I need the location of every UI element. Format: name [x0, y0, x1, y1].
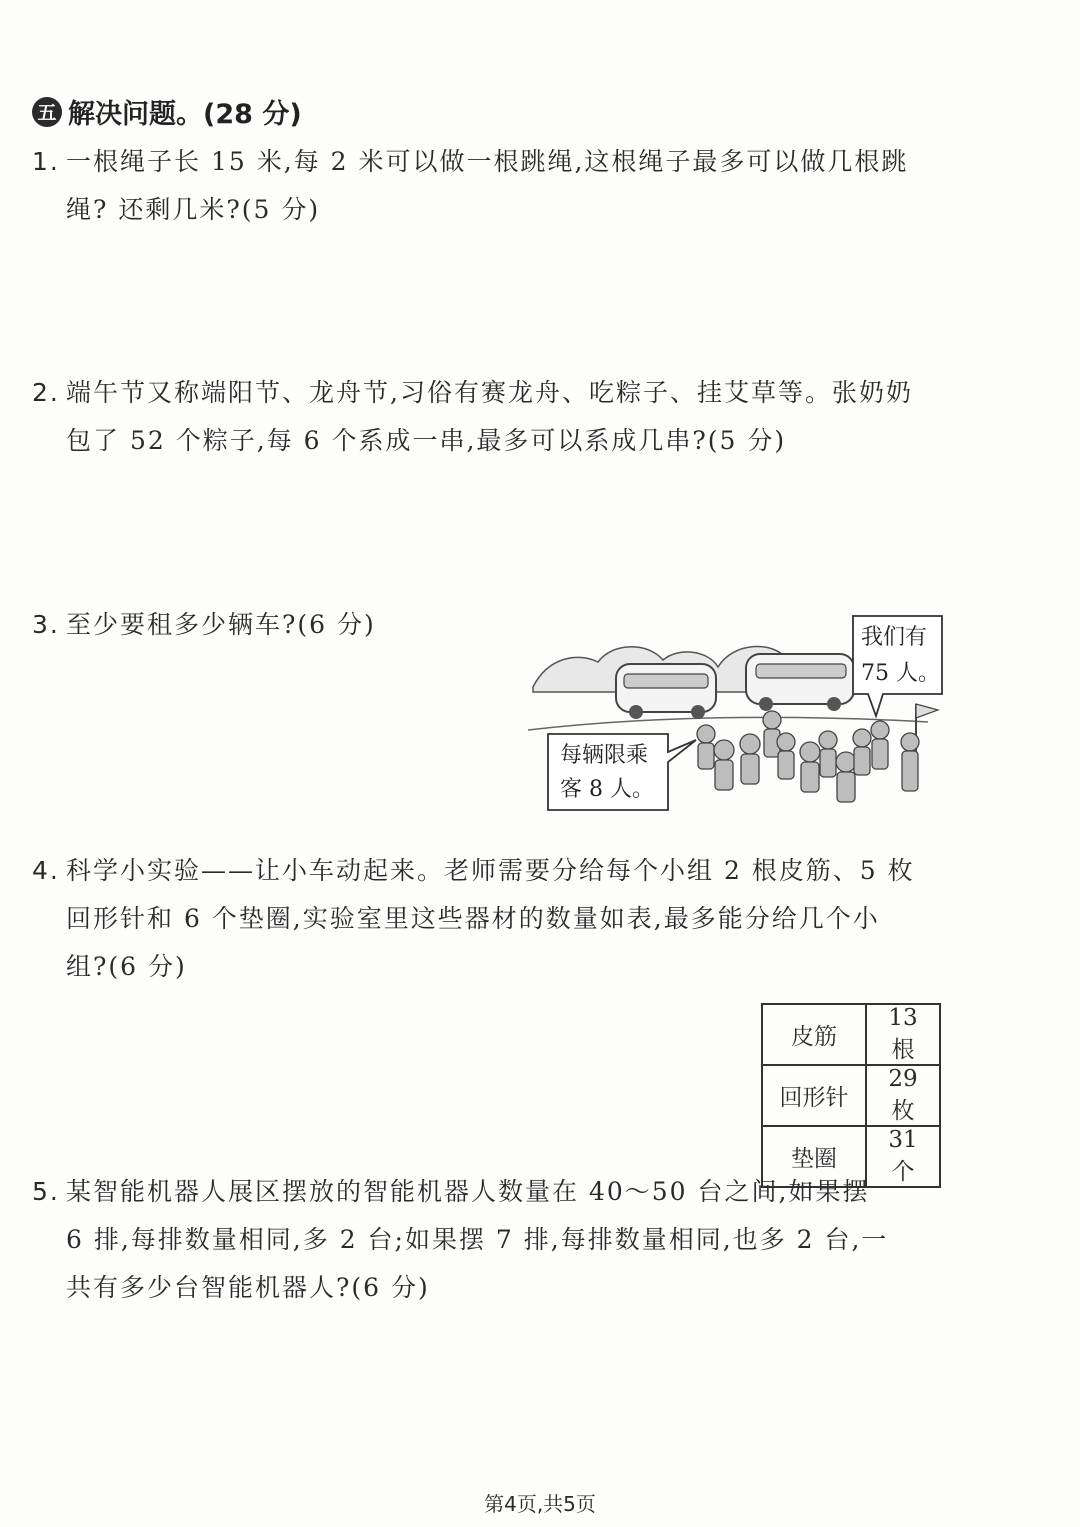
materials-table: [761, 1003, 941, 1188]
material-name: 垫圈: [762, 1126, 866, 1187]
section-number-badge: 五: [32, 97, 62, 127]
question-text-line: 6 排,每排数量相同,多 2 台;如果摆 7 排,每排数量相同,也多 2 台,一: [66, 1225, 889, 1254]
bus-left-icon: [616, 664, 716, 719]
question-text-line: 回形针和 6 个垫圈,实验室里这些器材的数量如表,最多能分给几个小: [66, 904, 880, 933]
question-number: 2.: [32, 378, 60, 407]
question-number: 1.: [32, 147, 60, 176]
question-text-line: 组?(6 分): [66, 952, 187, 981]
bubble-right-line-1: 我们有: [861, 625, 928, 650]
question-4: [32, 847, 944, 991]
section-title: 解决问题。(28 分): [68, 99, 302, 130]
page-number-footer: 第4页,共5页: [484, 1492, 596, 1516]
question-5: [32, 1168, 944, 1312]
material-name: 回形针: [762, 1065, 866, 1126]
question-text-line: 包了 52 个粽子,每 6 个系成一串,最多可以系成几串?(5 分): [66, 426, 787, 455]
table-row: [762, 1004, 940, 1065]
question-text-line: 共有多少台智能机器人?(6 分): [66, 1273, 430, 1302]
question-1: [32, 138, 944, 234]
question-2: [32, 369, 944, 465]
bubble-right-line-2: 75 人。: [861, 661, 940, 686]
material-count: 31 个: [866, 1126, 940, 1187]
material-count: 29 枚: [866, 1065, 940, 1126]
question-text-line: 一根绳子长 15 米,每 2 米可以做一根跳绳,这根绳子最多可以做几根跳: [66, 147, 909, 176]
bus-right-icon: [746, 654, 854, 711]
children-group-icon: [697, 711, 919, 802]
question-number: 5.: [32, 1177, 60, 1206]
question-text-line: 端午节又称端阳节、龙舟节,习俗有赛龙舟、吃粽子、挂艾草等。张奶奶: [66, 378, 913, 407]
table-row: [762, 1065, 940, 1126]
bus-trip-illustration: [528, 612, 958, 824]
section-heading: [32, 92, 302, 131]
material-name: 皮筋: [762, 1004, 866, 1065]
bus-scene-image: [528, 612, 958, 824]
question-text-line: 科学小实验——让小车动起来。老师需要分给每个小组 2 根皮筋、5 枚: [66, 856, 915, 885]
bubble-left-line-1: 每辆限乘: [560, 743, 649, 768]
bubble-left-line-2: 客 8 人。: [560, 777, 654, 802]
question-text-line: 至少要租多少辆车?(6 分): [66, 610, 376, 639]
question-number: 4.: [32, 856, 60, 885]
material-count: 13 根: [866, 1004, 940, 1065]
question-text-line: 某智能机器人展区摆放的智能机器人数量在 40～50 台之间,如果摆: [66, 1177, 870, 1206]
question-text-line: 绳? 还剩几米?(5 分): [66, 195, 321, 224]
question-number: 3.: [32, 610, 60, 639]
